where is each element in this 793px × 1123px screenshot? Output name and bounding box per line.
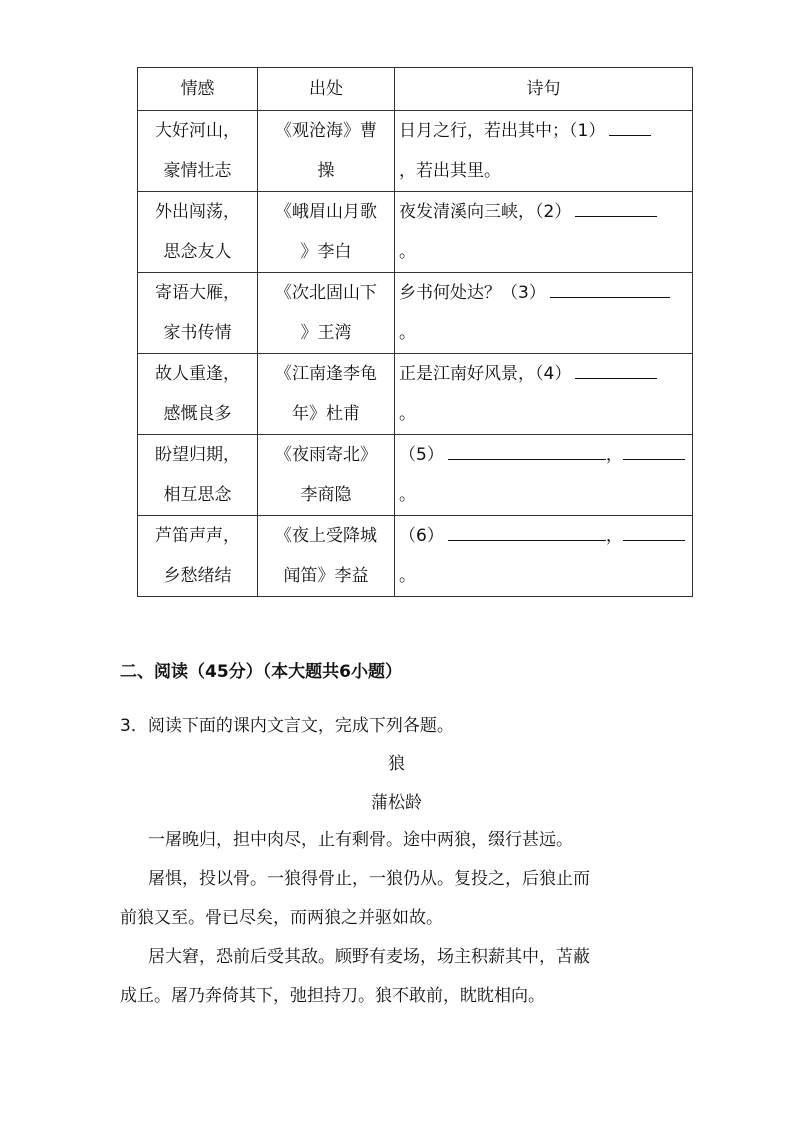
source-line: 《夜雨寄北》 [275,445,377,465]
source-line: 《观沧海》曹 [275,121,377,141]
table-row [138,111,693,192]
section-heading: 二、阅读（45分）（本大题共6小题） [120,662,402,682]
verse-comma: ， [605,526,623,546]
question-prompt: 3．阅读下面的课内文言文，完成下列各题。 [120,716,454,736]
source-line: 年》杜甫 [292,404,360,424]
verse-comma: ， [605,445,623,465]
verse-text: 。 [399,323,416,343]
verse-cell [395,435,693,516]
emotion-line: 故人重逢， [155,364,240,384]
answer-blank-2[interactable] [575,198,657,217]
table-row [138,273,693,354]
emotion-line: 相互思念 [163,485,232,505]
answer-blank-5b[interactable] [623,441,685,460]
source-line: 操 [317,161,335,181]
header-source: 出处 [258,68,395,111]
source-cell [258,273,395,354]
verse-text: （5） [399,445,444,465]
source-cell [258,111,395,192]
verse-text: 。 [399,485,416,505]
source-line: 》王湾 [300,323,352,343]
header-verse: 诗句 [395,68,693,111]
passage-author: 蒲松龄 [371,793,422,813]
table-row [138,435,693,516]
passage-line: 屠惧，投以骨。一狼得骨止，一狼仍从。复投之，后狼止而 [148,869,590,889]
emotion-cell [138,273,258,354]
verse-text: 乡书何处达？（3） [399,283,546,303]
emotion-line: 乡愁绪结 [163,566,232,586]
answer-blank-3[interactable] [550,279,670,298]
verse-text: ，若出其里。 [399,161,501,181]
verse-text: 。 [399,404,416,424]
answer-blank-5a[interactable] [448,441,606,460]
source-line: 《夜上受降城 [275,526,377,546]
table-row [138,192,693,273]
source-cell [258,516,395,597]
passage-line: 成丘。屠乃奔倚其下，弛担持刀。狼不敢前，眈眈相向。 [120,986,545,1006]
emotion-line: 感慨良多 [163,404,232,424]
source-cell [258,192,395,273]
answer-blank-6a[interactable] [448,522,606,541]
source-line: 闻笛》李益 [283,566,369,586]
source-line: 李商隐 [300,485,352,505]
emotion-line: 盼望归期， [155,445,240,465]
emotion-cell [138,354,258,435]
source-cell [258,435,395,516]
source-line: 《峨眉山月歌 [275,202,377,222]
passage-title: 狼 [388,754,405,774]
passage-line: 前狼又至。骨已尽矣，而两狼之并驱如故。 [120,908,443,928]
verse-cell [395,354,693,435]
emotion-line: 大好河山， [155,121,240,141]
verse-cell [395,273,693,354]
emotion-cell [138,192,258,273]
verse-cell [395,192,693,273]
passage-line: 一屠晚归，担中肉尽，止有剩骨。途中两狼，缀行甚远。 [148,830,573,850]
table-row [138,516,693,597]
emotion-cell [138,516,258,597]
source-line: 》李白 [300,242,352,262]
table-row [138,354,693,435]
emotion-cell [138,435,258,516]
poetry-table [137,67,693,597]
table-header-row [138,68,693,111]
emotion-line: 思念友人 [163,242,232,262]
emotion-line: 芦笛声声， [155,526,240,546]
verse-text: （6） [399,526,444,546]
passage-line: 居大窘，恐前后受其敌。顾野有麦场，场主积薪其中，苫蔽 [148,947,590,967]
answer-blank-4[interactable] [575,360,657,379]
verse-text: 正是江南好风景，（4） [399,364,572,384]
verse-cell [395,111,693,192]
emotion-line: 寄语大雁， [155,283,240,303]
verse-text: 。 [399,242,416,262]
verse-text: 。 [399,566,416,586]
header-emotion: 情感 [138,68,258,111]
answer-blank-6b[interactable] [623,522,685,541]
verse-cell [395,516,693,597]
emotion-line: 豪情壮志 [163,161,232,181]
source-line: 《次北固山下 [275,283,377,303]
answer-blank-1[interactable] [609,117,651,136]
source-cell [258,354,395,435]
source-line: 《江南逢李龟 [275,364,377,384]
emotion-cell [138,111,258,192]
emotion-line: 家书传情 [163,323,232,343]
verse-text: 日月之行，若出其中；（1） [399,121,606,141]
verse-text: 夜发清溪向三峡，（2） [399,202,572,222]
emotion-line: 外出闯荡， [155,202,240,222]
